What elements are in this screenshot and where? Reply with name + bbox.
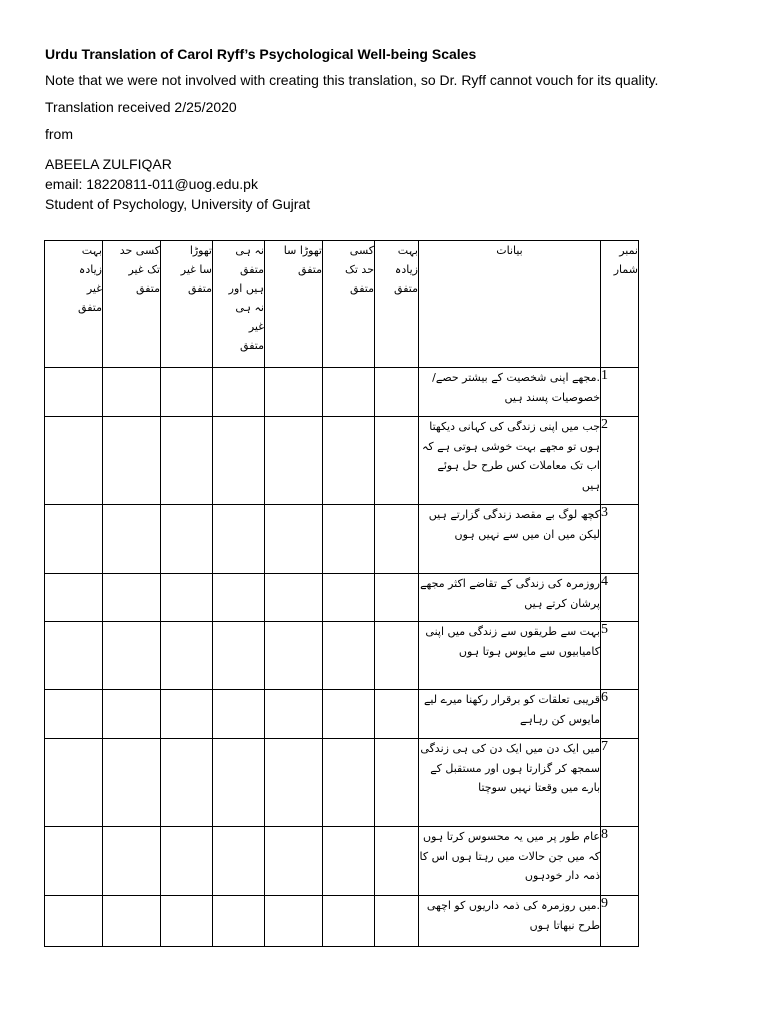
header-somewhat-disagree: کسی حد تک غیر متفق [103, 241, 161, 368]
statement-cell: قریبی تعلقات کو برقرار رکھنا میرے لیے مایوس کن رہاہے [419, 690, 601, 739]
rating-cell[interactable] [323, 827, 375, 896]
rating-cell[interactable] [103, 739, 161, 827]
rating-cell[interactable] [265, 896, 323, 947]
received-date: Translation received 2/25/2020 [45, 99, 237, 115]
rating-cell[interactable] [375, 827, 419, 896]
statement-cell: عام طور پر میں یہ محسوس کرتا ہوں کہ میں جن حالات میں رہتا ہوں اس کا ذمہ دار خودہوں [419, 827, 601, 896]
rating-cell[interactable] [213, 739, 265, 827]
header-row [45, 241, 639, 368]
rating-cell[interactable] [375, 622, 419, 690]
rating-cell[interactable] [213, 368, 265, 417]
statement-cell: میں ایک دن میں ایک دن کی ہی زندگی سمجھ کر گزارتا ہوں اور مستقبل کے بارے میں وقعتا نہیں سوچتا [419, 739, 601, 827]
rating-cell[interactable] [103, 690, 161, 739]
document-title: Urdu Translation of Carol Ryff’s Psychological Well-being Scales [45, 46, 477, 62]
rating-cell[interactable] [103, 622, 161, 690]
item-number: 3 [601, 505, 639, 574]
rating-cell[interactable] [161, 574, 213, 622]
header-strongly-disagree: بہت زیادہ غیر متفق [45, 241, 103, 368]
rating-cell[interactable] [375, 368, 419, 417]
rating-cell[interactable] [45, 368, 103, 417]
rating-cell[interactable] [161, 896, 213, 947]
rating-cell[interactable] [161, 368, 213, 417]
rating-cell[interactable] [45, 574, 103, 622]
item-number: 6 [601, 690, 639, 739]
statement-cell: .مجھے اپنی شخصیت کے بیشتر حصے/ خصوصیات پسند ہیں [419, 368, 601, 417]
rating-cell[interactable] [213, 896, 265, 947]
rating-cell[interactable] [213, 574, 265, 622]
rating-cell[interactable] [103, 896, 161, 947]
rating-cell[interactable] [213, 417, 265, 505]
rating-cell[interactable] [45, 417, 103, 505]
rating-cell[interactable] [323, 622, 375, 690]
rating-cell[interactable] [161, 417, 213, 505]
rating-cell[interactable] [323, 417, 375, 505]
rating-cell[interactable] [375, 505, 419, 574]
rating-cell[interactable] [45, 690, 103, 739]
rating-cell[interactable] [45, 739, 103, 827]
rating-cell[interactable] [213, 505, 265, 574]
table-row [45, 417, 639, 505]
table-row [45, 827, 639, 896]
header-strongly-agree: بہت زیادہ متفق [375, 241, 419, 368]
rating-cell[interactable] [213, 690, 265, 739]
rating-cell[interactable] [45, 827, 103, 896]
rating-cell[interactable] [265, 417, 323, 505]
header-number: نمبر شمار [601, 241, 639, 368]
rating-cell[interactable] [161, 739, 213, 827]
statement-cell: روزمرہ کی زندگی کے تقاضے اکثر مجھے پرشان کرتے ہیں [419, 574, 601, 622]
statement-cell: جب میں اپنی زندگی کی کہانی دیکھتا ہوں تو مجھے بہت خوشی ہوتی ہے کہ اب تک معاملات کس طرح حل ہوئے ہیں [419, 417, 601, 505]
table-row [45, 505, 639, 574]
rating-cell[interactable] [103, 417, 161, 505]
rating-cell[interactable] [103, 368, 161, 417]
rating-cell[interactable] [375, 417, 419, 505]
header-somewhat-agree: کسی حد تک متفق [323, 241, 375, 368]
header-slightly-disagree: تھوڑا سا غیر متفق [161, 241, 213, 368]
rating-cell[interactable] [213, 622, 265, 690]
header-neither: نہ ہی متفق ہیں اور نہ ہی غیر متفق [213, 241, 265, 368]
rating-cell[interactable] [375, 896, 419, 947]
rating-cell[interactable] [103, 574, 161, 622]
rating-cell[interactable] [323, 574, 375, 622]
rating-cell[interactable] [323, 896, 375, 947]
rating-cell[interactable] [265, 368, 323, 417]
statement-cell: کچھ لوگ بے مقصد زندگی گزارتے ہیں لیکن میں ان میں سے نہیں ہوں [419, 505, 601, 574]
rating-cell[interactable] [103, 505, 161, 574]
rating-cell[interactable] [375, 690, 419, 739]
item-number: 8 [601, 827, 639, 896]
item-number: 9 [601, 896, 639, 947]
disclaimer-note: Note that we were not involved with creating this translation, so Dr. Ryff cannot vouch for its quality. [45, 72, 659, 88]
table-row [45, 622, 639, 690]
statement-cell: بہت سے طریقوں سے زندگی میں اپنی کامیابیوں سے مایوس ہوتا ہوں [419, 622, 601, 690]
statement-cell: .میں روزمرہ کی ذمہ داریوں کو اچھی طرح نبھاتا ہوں [419, 896, 601, 947]
document-header [45, 44, 745, 214]
rating-cell[interactable] [265, 739, 323, 827]
table-row [45, 690, 639, 739]
header-statements: بیانات [419, 241, 601, 368]
rating-cell[interactable] [375, 739, 419, 827]
wellbeing-scale-table [44, 240, 639, 947]
item-number: 5 [601, 622, 639, 690]
table-row [45, 368, 639, 417]
rating-cell[interactable] [161, 622, 213, 690]
rating-cell[interactable] [265, 827, 323, 896]
rating-cell[interactable] [161, 827, 213, 896]
rating-cell[interactable] [323, 690, 375, 739]
translator-affiliation: Student of Psychology, University of Gujrat [45, 196, 311, 212]
rating-cell[interactable] [265, 505, 323, 574]
translator-email: email: 18220811-011@uog.edu.pk [45, 176, 258, 192]
item-number: 2 [601, 417, 639, 505]
rating-cell[interactable] [45, 505, 103, 574]
rating-cell[interactable] [103, 827, 161, 896]
header-slightly-agree: تھوڑا سا متفق [265, 241, 323, 368]
rating-cell[interactable] [375, 574, 419, 622]
table-row [45, 574, 639, 622]
rating-cell[interactable] [161, 505, 213, 574]
rating-cell[interactable] [45, 896, 103, 947]
table-row [45, 896, 639, 947]
rating-cell[interactable] [45, 622, 103, 690]
rating-cell[interactable] [323, 505, 375, 574]
rating-cell[interactable] [265, 622, 323, 690]
item-number: 4 [601, 574, 639, 622]
table-row [45, 739, 639, 827]
rating-cell[interactable] [323, 739, 375, 827]
rating-cell[interactable] [213, 827, 265, 896]
translator-name: ABEELA ZULFIQAR [45, 156, 172, 172]
from-label: from [45, 126, 73, 142]
rating-cell[interactable] [265, 690, 323, 739]
item-number: 7 [601, 739, 639, 827]
item-number: 1 [601, 368, 639, 417]
rating-cell[interactable] [161, 690, 213, 739]
rating-cell[interactable] [323, 368, 375, 417]
rating-cell[interactable] [265, 574, 323, 622]
